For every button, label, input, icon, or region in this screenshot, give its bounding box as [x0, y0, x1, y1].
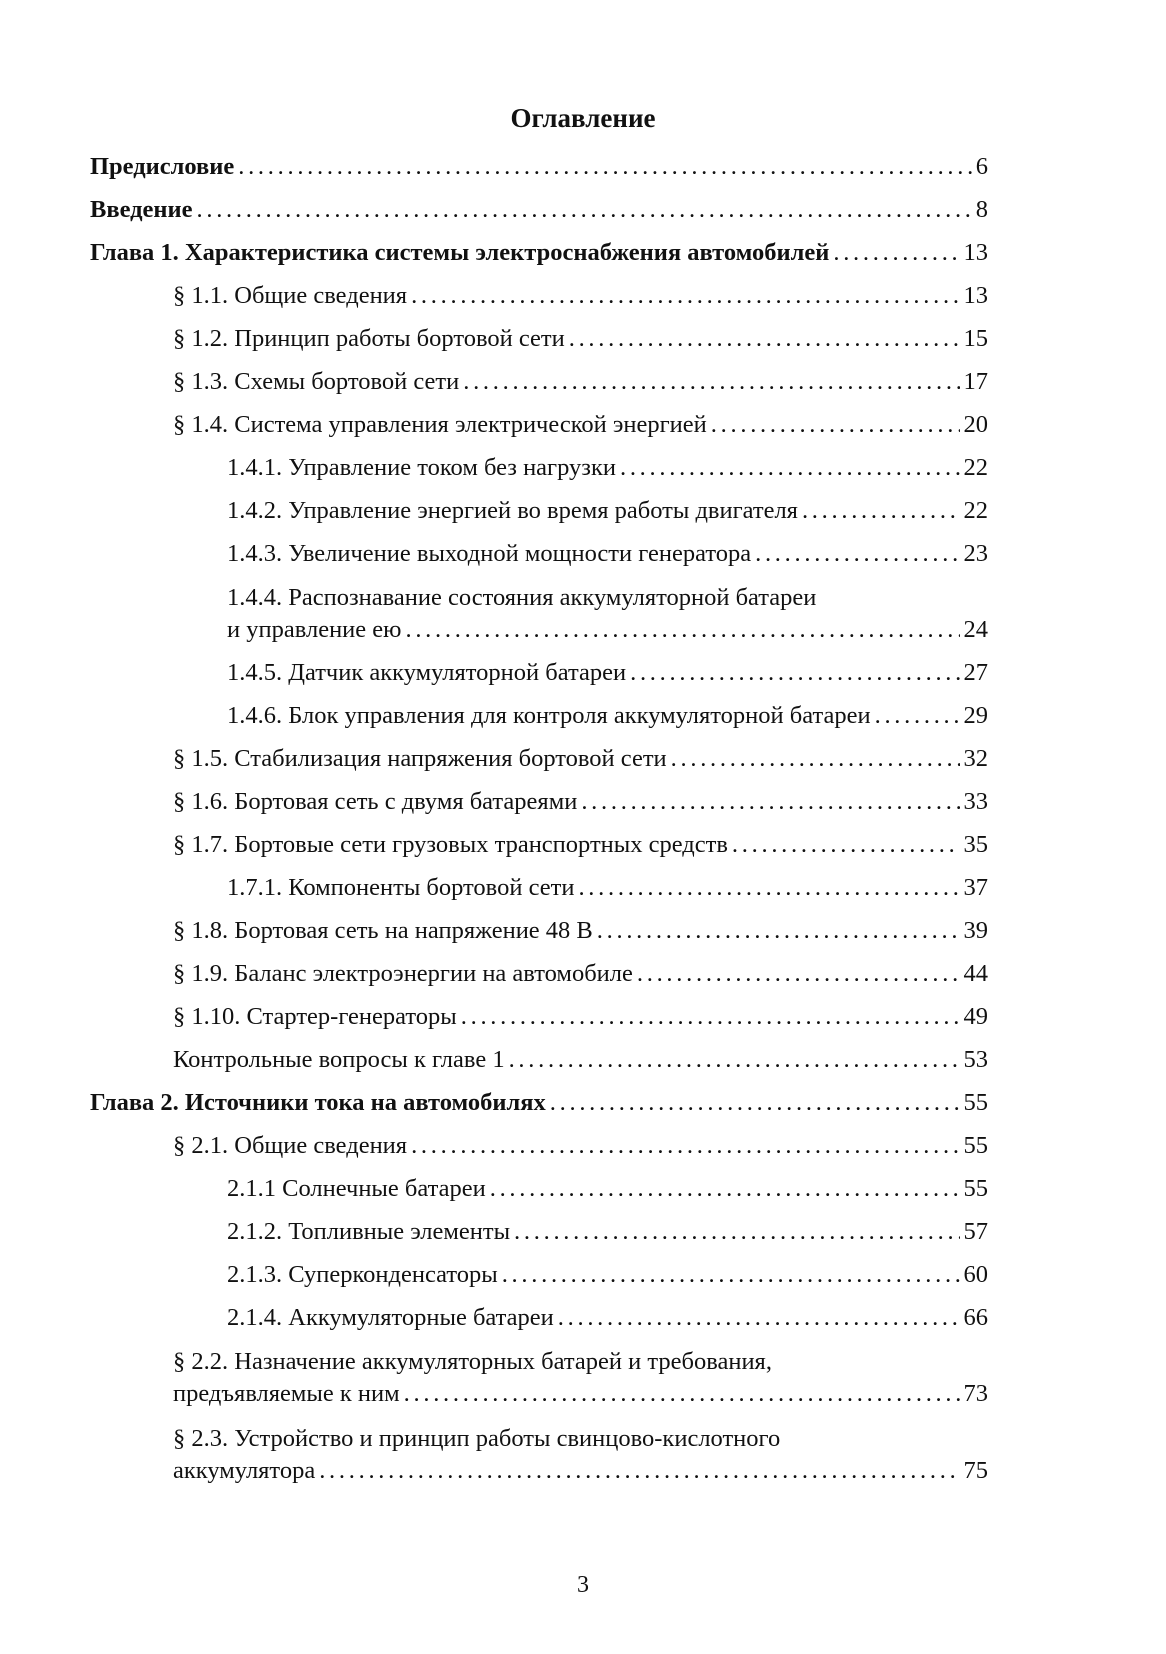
leader-dots — [319, 1454, 959, 1488]
toc-entry-page: 6 — [975, 153, 988, 180]
toc-entry-2-1-3[interactable] — [227, 1258, 988, 1292]
toc-entry-page: 15 — [963, 325, 988, 352]
toc-entry-page: 49 — [963, 1003, 988, 1030]
toc-entry-1-6[interactable] — [173, 785, 988, 819]
leader-dots — [558, 1301, 960, 1335]
leader-dots — [732, 828, 960, 862]
toc-entry-page: 39 — [963, 917, 988, 944]
leader-dots — [637, 957, 960, 991]
toc-entry-label: Контрольные вопросы к главе 1 — [173, 1046, 505, 1073]
toc-entry-2-2[interactable] — [173, 1345, 988, 1411]
toc-entry-label: § 1.5. Стабилизация напряжения бортовой сети — [173, 745, 667, 772]
leader-dots — [411, 279, 959, 313]
toc-entry-label-line1: § 2.2. Назначение аккумуляторных батарей и требования, — [173, 1348, 772, 1375]
toc-entry-preface[interactable] — [90, 150, 988, 184]
toc-entry-2-1-1[interactable] — [227, 1172, 988, 1206]
leader-dots — [833, 236, 959, 270]
toc-title: Оглавление — [510, 103, 656, 133]
toc-entry-label-line1: 1.4.4. Распознавание состояния аккумуляторной батареи — [227, 584, 817, 611]
leader-dots — [502, 1258, 960, 1292]
toc-entry-page: 13 — [963, 282, 988, 309]
toc-entry-label: 1.7.1. Компоненты бортовой сети — [227, 874, 575, 901]
toc-entry-2-1-4[interactable] — [227, 1301, 988, 1335]
toc-entry-page: 44 — [963, 960, 988, 987]
toc-entry-page: 22 — [963, 454, 988, 481]
leader-dots — [461, 1000, 960, 1034]
toc-entry-page: 66 — [963, 1304, 988, 1331]
toc-entry-label: 2.1.3. Суперконденсаторы — [227, 1261, 498, 1288]
toc-entry-1-2[interactable] — [173, 322, 988, 356]
toc-entry-1-7[interactable] — [173, 828, 988, 862]
toc-entry-label: § 1.3. Схемы бортовой сети — [173, 368, 460, 395]
toc-entry-page: 13 — [963, 239, 988, 266]
toc-entry-page: 27 — [963, 659, 988, 686]
toc-entry-label: § 2.1. Общие сведения — [173, 1132, 408, 1159]
toc-entry-label: § 1.6. Бортовая сеть с двумя батареями — [173, 788, 578, 815]
toc-entry-page: 20 — [963, 411, 988, 438]
toc-entry-1-4-1[interactable] — [227, 451, 988, 485]
toc-entry-label: 1.4.1. Управление током без нагрузки — [227, 454, 616, 481]
toc-entry-1-4[interactable] — [173, 408, 988, 442]
leader-dots — [671, 742, 960, 776]
leader-dots — [711, 408, 960, 442]
leader-dots — [581, 785, 959, 819]
toc-entry-label: 1.4.2. Управление энергией во время работы двигателя — [227, 497, 798, 524]
toc-entry-1-7-1[interactable] — [227, 871, 988, 905]
toc-entry-label: § 1.10. Стартер-генераторы — [173, 1003, 457, 1030]
toc-entry-1-4-6[interactable] — [227, 699, 988, 733]
toc-entry-page: 53 — [963, 1046, 988, 1073]
toc-entry-page: 8 — [975, 196, 988, 223]
toc-entry-page: 55 — [963, 1132, 988, 1159]
toc-entry-page: 33 — [963, 788, 988, 815]
leader-dots — [550, 1086, 960, 1120]
toc-entry-label: 2.1.2. Топливные элементы — [227, 1218, 511, 1245]
toc-entry-label: § 1.1. Общие сведения — [173, 282, 408, 309]
toc-entry-page: 75 — [963, 1457, 988, 1484]
leader-dots — [578, 871, 959, 905]
toc-entry-label: Глава 2. Источники тока на автомобилях — [90, 1089, 546, 1116]
toc-entry-1-4-2[interactable] — [227, 494, 988, 528]
leader-dots — [630, 656, 959, 690]
toc-entry-label: Предисловие — [90, 153, 235, 180]
page-number: 3 — [577, 1572, 589, 1598]
toc-entry-label: Введение — [90, 196, 193, 223]
toc-entry-label: 2.1.1 Солнечные батареи — [227, 1175, 486, 1202]
toc-entry-2-1-2[interactable] — [227, 1215, 988, 1249]
toc-entry-label: § 1.8. Бортовая сеть на напряжение 48 В — [173, 917, 593, 944]
toc-entry-1-10[interactable] — [173, 1000, 988, 1034]
toc-entry-page: 22 — [963, 497, 988, 524]
toc-entry-page: 73 — [963, 1380, 988, 1407]
toc-entry-page: 32 — [963, 745, 988, 772]
leader-dots — [463, 365, 959, 399]
toc-entry-chapter-1[interactable] — [90, 236, 988, 270]
leader-dots — [411, 1129, 959, 1163]
toc-entry-label: § 1.7. Бортовые сети грузовых транспортных средств — [173, 831, 728, 858]
leader-dots — [197, 193, 972, 227]
leader-dots — [802, 494, 960, 528]
leader-dots — [238, 150, 972, 184]
toc-entry-2-1[interactable] — [173, 1129, 988, 1163]
toc-entry-page: 37 — [963, 874, 988, 901]
toc-entry-page: 29 — [963, 702, 988, 729]
toc-entry-label: и управление ею — [227, 616, 402, 643]
toc-entry-1-3[interactable] — [173, 365, 988, 399]
toc-entry-page: 17 — [963, 368, 988, 395]
toc-entry-1-9[interactable] — [173, 957, 988, 991]
leader-dots — [405, 613, 959, 647]
toc-entry-label: § 1.4. Система управления электрической энергией — [173, 411, 707, 438]
toc-entry-1-8[interactable] — [173, 914, 988, 948]
toc-entry-label: предъявляемые к ним — [173, 1380, 400, 1407]
toc-entry-page: 24 — [963, 616, 988, 643]
leader-dots — [597, 914, 960, 948]
leader-dots — [514, 1215, 959, 1249]
toc-entry-page: 55 — [963, 1175, 988, 1202]
toc-entry-label: § 1.9. Баланс электроэнергии на автомобиле — [173, 960, 633, 987]
toc-entry-page: 23 — [963, 540, 988, 567]
leader-dots — [620, 451, 960, 485]
toc-entry-2-3[interactable] — [173, 1422, 988, 1488]
leader-dots — [490, 1172, 960, 1206]
leader-dots — [875, 699, 960, 733]
toc-entry-label: аккумулятора — [173, 1457, 316, 1484]
toc-entry-label: 1.4.6. Блок управления для контроля аккумуляторной батареи — [227, 702, 871, 729]
toc-entry-label-line1: § 2.3. Устройство и принцип работы свинцово-кислотного — [173, 1425, 781, 1452]
toc-entry-page: 55 — [963, 1089, 988, 1116]
toc-entry-introduction[interactable] — [90, 193, 988, 227]
toc-entry-page: 35 — [963, 831, 988, 858]
toc-entry-label: Глава 1. Характеристика системы электроснабжения автомобилей — [90, 239, 830, 266]
leader-dots — [509, 1043, 960, 1077]
toc-entry-label: § 1.2. Принцип работы бортовой сети — [173, 325, 565, 352]
toc-entry-1-4-3[interactable] — [227, 537, 988, 571]
leader-dots — [569, 322, 960, 356]
toc-entry-page: 57 — [963, 1218, 988, 1245]
toc-entry-label: 1.4.5. Датчик аккумуляторной батареи — [227, 659, 627, 686]
toc-entry-page: 60 — [963, 1261, 988, 1288]
toc-entry-1-4-4[interactable] — [227, 581, 988, 647]
toc-entry-chapter-2[interactable] — [90, 1086, 988, 1120]
toc-entry-questions-1[interactable] — [173, 1043, 988, 1077]
leader-dots — [404, 1377, 960, 1411]
leader-dots — [755, 537, 959, 571]
toc-entry-1-5[interactable] — [173, 742, 988, 776]
toc-entry-1-4-5[interactable] — [227, 656, 988, 690]
toc-entry-label: 2.1.4. Аккумуляторные батареи — [227, 1304, 554, 1331]
toc-entry-1-1[interactable] — [173, 279, 988, 313]
toc-entry-label: 1.4.3. Увеличение выходной мощности генератора — [227, 540, 752, 567]
